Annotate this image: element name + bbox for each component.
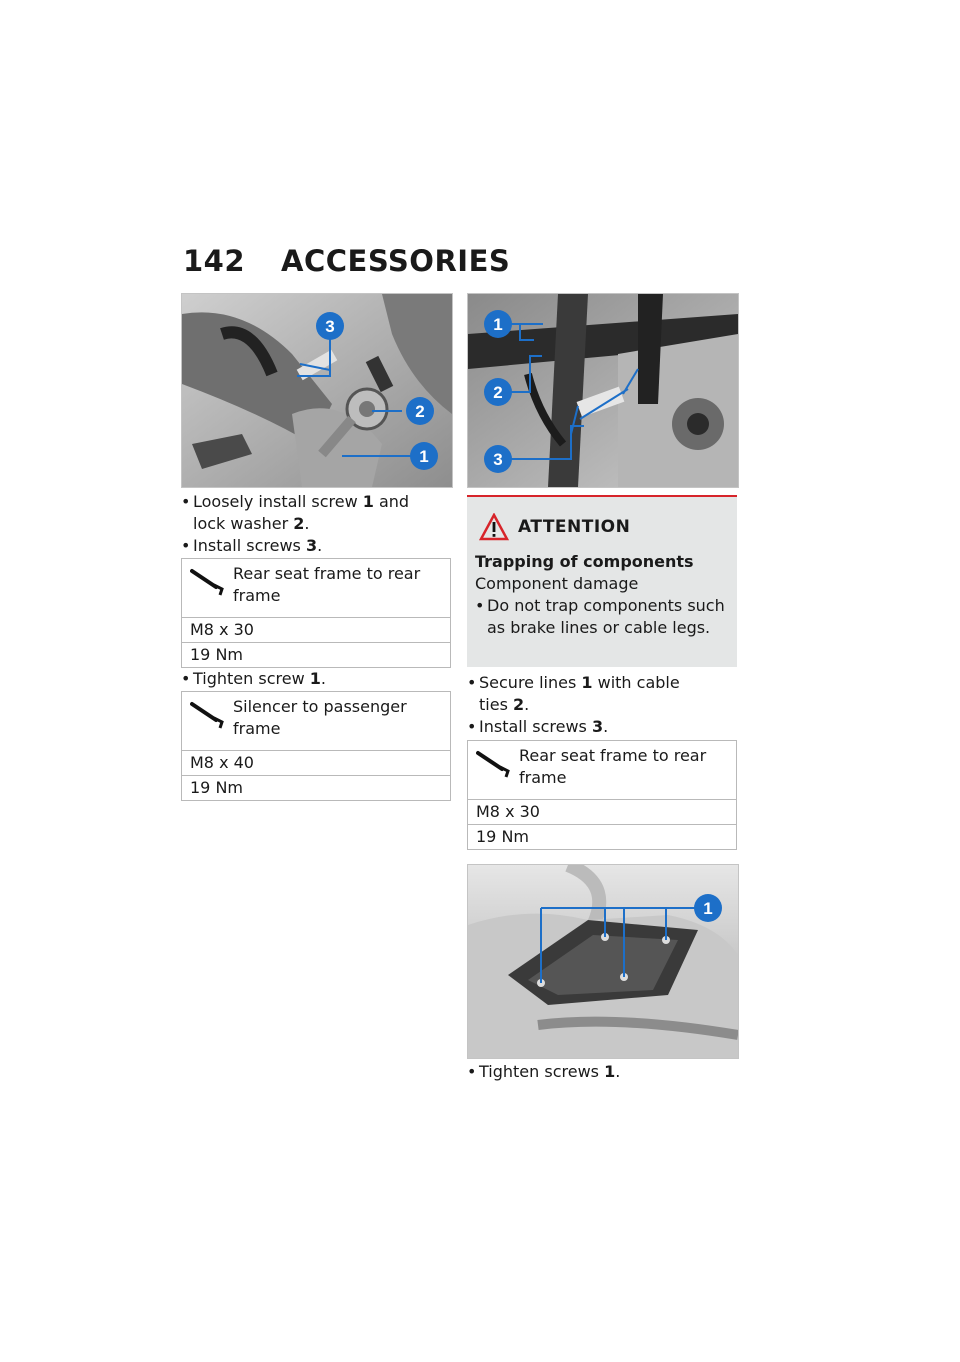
svg-text:1: 1 xyxy=(419,447,429,466)
torque-description: Rear seat frame to rear frame xyxy=(233,564,421,605)
svg-text:2: 2 xyxy=(415,402,425,421)
screw-size: M8 x 30 xyxy=(468,800,736,825)
svg-text:3: 3 xyxy=(325,317,335,336)
photo-callout-1 xyxy=(694,894,722,922)
attention-title: ATTENTION xyxy=(518,517,631,537)
photo-silencer-mount xyxy=(181,293,453,488)
photo-rear-carrier-plate xyxy=(467,864,739,1059)
torque-value: 19 Nm xyxy=(190,778,243,797)
list-item: • Install screws 3. xyxy=(181,535,451,557)
torque-description: Silencer to passenger frame xyxy=(233,697,407,738)
photo-callout-2 xyxy=(484,378,512,406)
photo-callout-3 xyxy=(316,312,344,340)
list-item: • Loosely install screw 1 and lock washer 2. xyxy=(181,491,451,535)
torque-wrench-icon xyxy=(190,567,226,597)
torque-value: 19 Nm xyxy=(476,827,529,846)
attention-consequence: Component damage xyxy=(475,574,639,593)
list-item: • Tighten screws 1. xyxy=(467,1061,737,1083)
left-steps-2 xyxy=(181,668,451,690)
screw-size: M8 x 30 xyxy=(182,618,450,643)
torque-wrench-icon xyxy=(190,700,226,730)
torque-value: 19 Nm xyxy=(190,645,243,664)
svg-text:3: 3 xyxy=(493,450,503,469)
right-steps-2 xyxy=(467,1061,737,1083)
page-header xyxy=(183,244,510,278)
torque-wrench-icon xyxy=(476,749,512,779)
right-steps-1 xyxy=(467,672,737,738)
list-item: • Secure lines 1 with cable ties 2. xyxy=(467,672,737,716)
list-item: • Tighten screw 1. xyxy=(181,668,451,690)
list-item: • Install screws 3. xyxy=(467,716,737,738)
screw-size: M8 x 40 xyxy=(182,751,450,776)
torque-table xyxy=(181,691,451,801)
torque-description: Rear seat frame to rear frame xyxy=(519,746,707,787)
attention-action: • Do not trap components such as brake lines or cable legs. xyxy=(475,595,735,639)
photo-callout-1 xyxy=(410,442,438,470)
photo-callout-2 xyxy=(406,397,434,425)
svg-text:1: 1 xyxy=(703,899,713,918)
torque-table xyxy=(467,740,737,850)
warning-triangle-icon xyxy=(479,513,509,541)
photo-callout-1 xyxy=(484,310,512,338)
photo-rear-frame-lines xyxy=(467,293,739,488)
page-number: 142 xyxy=(183,244,246,278)
svg-text:1: 1 xyxy=(493,315,503,334)
page-title: ACCESSORIES xyxy=(281,244,511,278)
svg-text:2: 2 xyxy=(493,383,503,402)
attention-heading: Trapping of components xyxy=(475,552,694,571)
torque-table xyxy=(181,558,451,668)
left-steps-1 xyxy=(181,491,451,557)
attention-box xyxy=(467,495,737,667)
photo-callout-3 xyxy=(484,445,512,473)
